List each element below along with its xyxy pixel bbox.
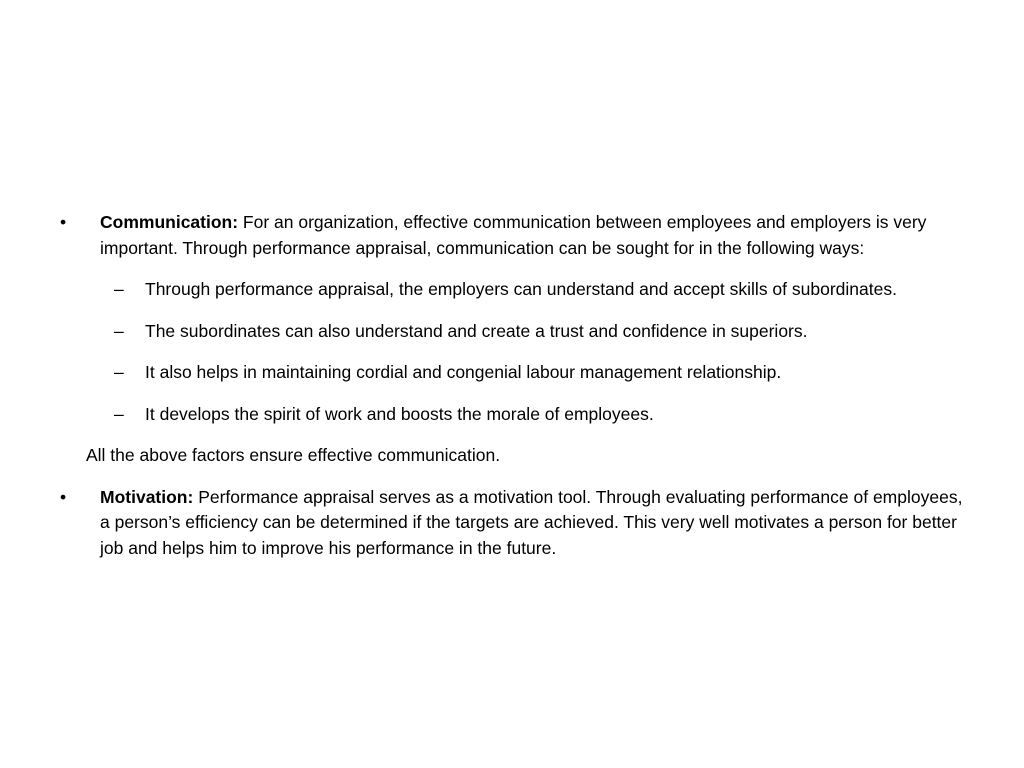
summary-note: All the above factors ensure effective communication. — [86, 445, 501, 465]
sub-item-text: It also helps in maintaining cordial and congenial labour management relationship. — [145, 362, 782, 382]
bullet-communication — [0, 210, 1024, 261]
sub-item — [0, 360, 1024, 386]
dash-icon: – — [114, 362, 124, 382]
sub-item-text: Through performance appraisal, the employers can understand and accept skills of subordinates. — [145, 279, 897, 299]
sub-item-text: The subordinates can also understand and create a trust and confidence in superiors. — [145, 320, 808, 341]
bullet-icon: • — [60, 212, 67, 232]
sub-item — [0, 402, 1024, 428]
sub-item — [0, 277, 1024, 303]
bullet-icon: • — [60, 486, 67, 507]
slide-body — [0, 210, 1024, 561]
dash-icon: – — [114, 320, 124, 341]
sub-item — [0, 319, 1024, 345]
bullet-text: Performance appraisal serves as a motivation tool. Through evaluating performance of employees, a person’s efficiency can be determined if the targets are achieved. This very well motivates a person for better job and helps him to improve his performance in the future. — [100, 486, 963, 558]
bullet-motivation — [0, 485, 1024, 562]
bullet-term: Motivation: — [100, 486, 194, 507]
sub-item-text: It develops the spirit of work and boosts the morale of employees. — [145, 403, 654, 424]
bullet-term: Communication: — [100, 212, 239, 232]
dash-icon: – — [114, 403, 124, 424]
bullet-text: For an organization, effective communication between employees and employers is very important. Through performance appraisal, communication can be sought for in the following ways: — [100, 212, 927, 258]
sub-list — [0, 277, 1024, 427]
dash-icon: – — [114, 279, 124, 299]
